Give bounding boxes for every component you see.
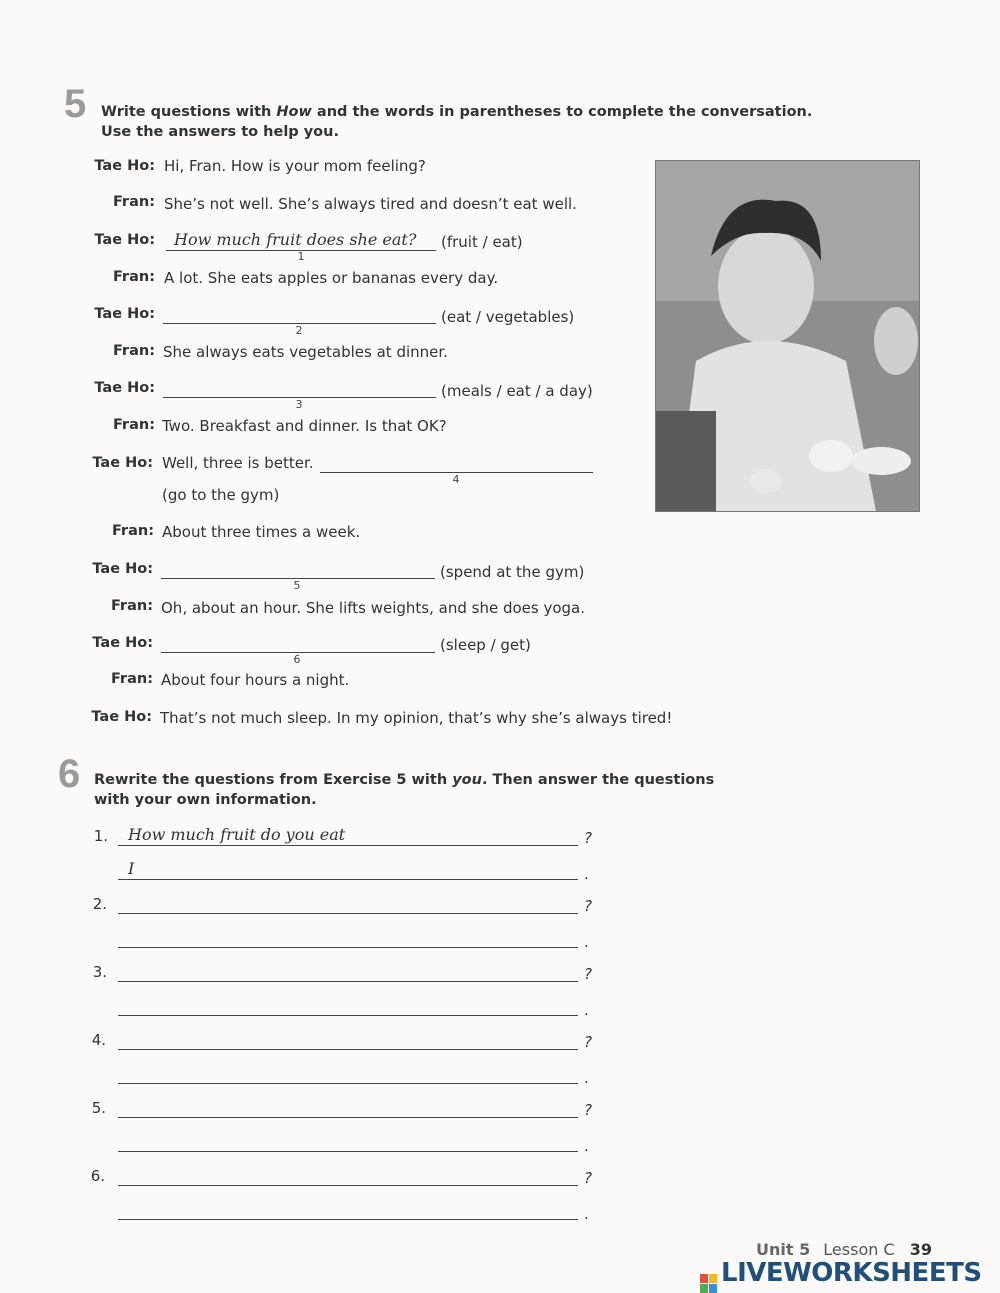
question-number: 2. xyxy=(92,895,107,913)
speaker-label: Fran: xyxy=(112,269,155,285)
period-mark: . xyxy=(584,933,589,951)
period-mark: . xyxy=(584,1205,589,1223)
speaker-label: Tae Ho: xyxy=(94,380,155,396)
lesson-label: Lesson C xyxy=(823,1240,895,1259)
question-answer-text: How much fruit do you eat xyxy=(128,825,346,844)
liveworksheets-brand[interactable] xyxy=(700,1258,982,1293)
blank-number: 1 xyxy=(297,250,305,263)
dialogue-text: She always eats vegetables at dinner. xyxy=(163,343,448,361)
speaker-label: Fran: xyxy=(111,523,154,539)
exercise-5-instructions: Write questions with How and the words in parentheses to complete the conversation. Use the answers to help you. xyxy=(101,104,813,140)
hint-text: (eat / vegetables) xyxy=(441,308,575,326)
speaker-label: Tae Ho: xyxy=(92,561,153,577)
question-mark: ? xyxy=(584,1169,592,1187)
personal-answer-text: I xyxy=(128,859,135,878)
question-mark: ? xyxy=(584,965,592,983)
dialogue-text: Hi, Fran. How is your mom feeling? xyxy=(164,157,426,175)
exercise-6-instructions: Rewrite the questions from Exercise 5 with you. Then answer the questions with your own information. xyxy=(94,772,715,808)
speaker-label: Tae Ho: xyxy=(92,635,153,651)
answer-line[interactable] xyxy=(118,1219,578,1220)
dialogue-text: About four hours a night. xyxy=(161,671,350,689)
period-mark: . xyxy=(584,1001,589,1019)
question-line[interactable] xyxy=(118,981,578,982)
blank-number: 3 xyxy=(295,398,303,411)
period-mark: . xyxy=(584,1069,589,1087)
blank-number: 6 xyxy=(293,653,301,666)
question-mark: ? xyxy=(584,897,592,915)
question-line[interactable] xyxy=(118,1117,578,1118)
question-line[interactable] xyxy=(118,1049,578,1050)
question-number: 5. xyxy=(91,1099,106,1117)
dialogue-text: Well, three is better. xyxy=(162,454,314,472)
answer-line[interactable] xyxy=(118,947,578,948)
answer-1-text: How much fruit does she eat? xyxy=(174,230,417,249)
speaker-label: Fran: xyxy=(110,598,153,614)
blank-number: 2 xyxy=(295,324,303,337)
dialogue-text: Oh, about an hour. She lifts weights, and she does yoga. xyxy=(161,599,585,617)
hint-text: (go to the gym) xyxy=(162,486,280,504)
speaker-label: Fran: xyxy=(112,417,155,433)
exercise-6-number: 6 xyxy=(58,752,81,796)
answer-line[interactable] xyxy=(118,1151,578,1152)
speaker-label: Tae Ho: xyxy=(91,709,152,725)
dialogue-text: About three times a week. xyxy=(162,523,361,541)
question-number: 4. xyxy=(91,1031,106,1049)
dialogue-text: She’s not well. She’s always tired and doesn’t eat well. xyxy=(164,195,577,213)
question-number: 3. xyxy=(92,963,107,981)
conversation-photo xyxy=(655,160,920,512)
speaker-label: Tae Ho: xyxy=(92,455,153,471)
hint-text: (meals / eat / a day) xyxy=(441,382,593,400)
answer-line[interactable] xyxy=(118,1015,578,1016)
dialogue-text: That’s not much sleep. In my opinion, that’s why she’s always tired! xyxy=(160,709,673,727)
question-number: 6. xyxy=(90,1167,105,1185)
speaker-label: Fran: xyxy=(110,671,153,687)
blank-number: 4 xyxy=(452,473,460,486)
photo-illustration xyxy=(656,161,919,511)
question-line[interactable] xyxy=(118,1185,578,1186)
speaker-label: Fran: xyxy=(112,194,155,210)
hint-text: (sleep / get) xyxy=(440,636,531,654)
question-mark: ? xyxy=(584,1101,592,1119)
speaker-label: Fran: xyxy=(112,343,155,359)
question-line[interactable] xyxy=(118,913,578,914)
hint-text: (fruit / eat) xyxy=(441,233,523,251)
hint-text: (spend at the gym) xyxy=(440,563,585,581)
dialogue-text: A lot. She eats apples or bananas every day. xyxy=(164,269,499,287)
question-number: 1. xyxy=(93,827,108,845)
brand-text: LIVEWORKSHEETS xyxy=(721,1258,982,1288)
answer-line[interactable] xyxy=(118,879,578,880)
page-footer xyxy=(756,1240,932,1259)
liveworksheets-logo-icon xyxy=(700,1274,717,1293)
unit-label: Unit 5 xyxy=(755,1240,811,1259)
question-mark: ? xyxy=(584,1033,592,1051)
exercise-5-number: 5 xyxy=(64,82,87,126)
question-mark: ? xyxy=(584,829,592,847)
period-mark: . xyxy=(584,865,589,883)
speaker-label: Tae Ho: xyxy=(94,306,155,322)
question-line[interactable] xyxy=(118,845,578,846)
blank-number: 5 xyxy=(293,579,301,592)
period-mark: . xyxy=(584,1137,589,1155)
speaker-label: Tae Ho: xyxy=(94,158,155,174)
answer-line[interactable] xyxy=(118,1083,578,1084)
page-number: 39 xyxy=(909,1240,932,1259)
speaker-label: Tae Ho: xyxy=(94,232,155,248)
dialogue-text: Two. Breakfast and dinner. Is that OK? xyxy=(162,417,447,435)
